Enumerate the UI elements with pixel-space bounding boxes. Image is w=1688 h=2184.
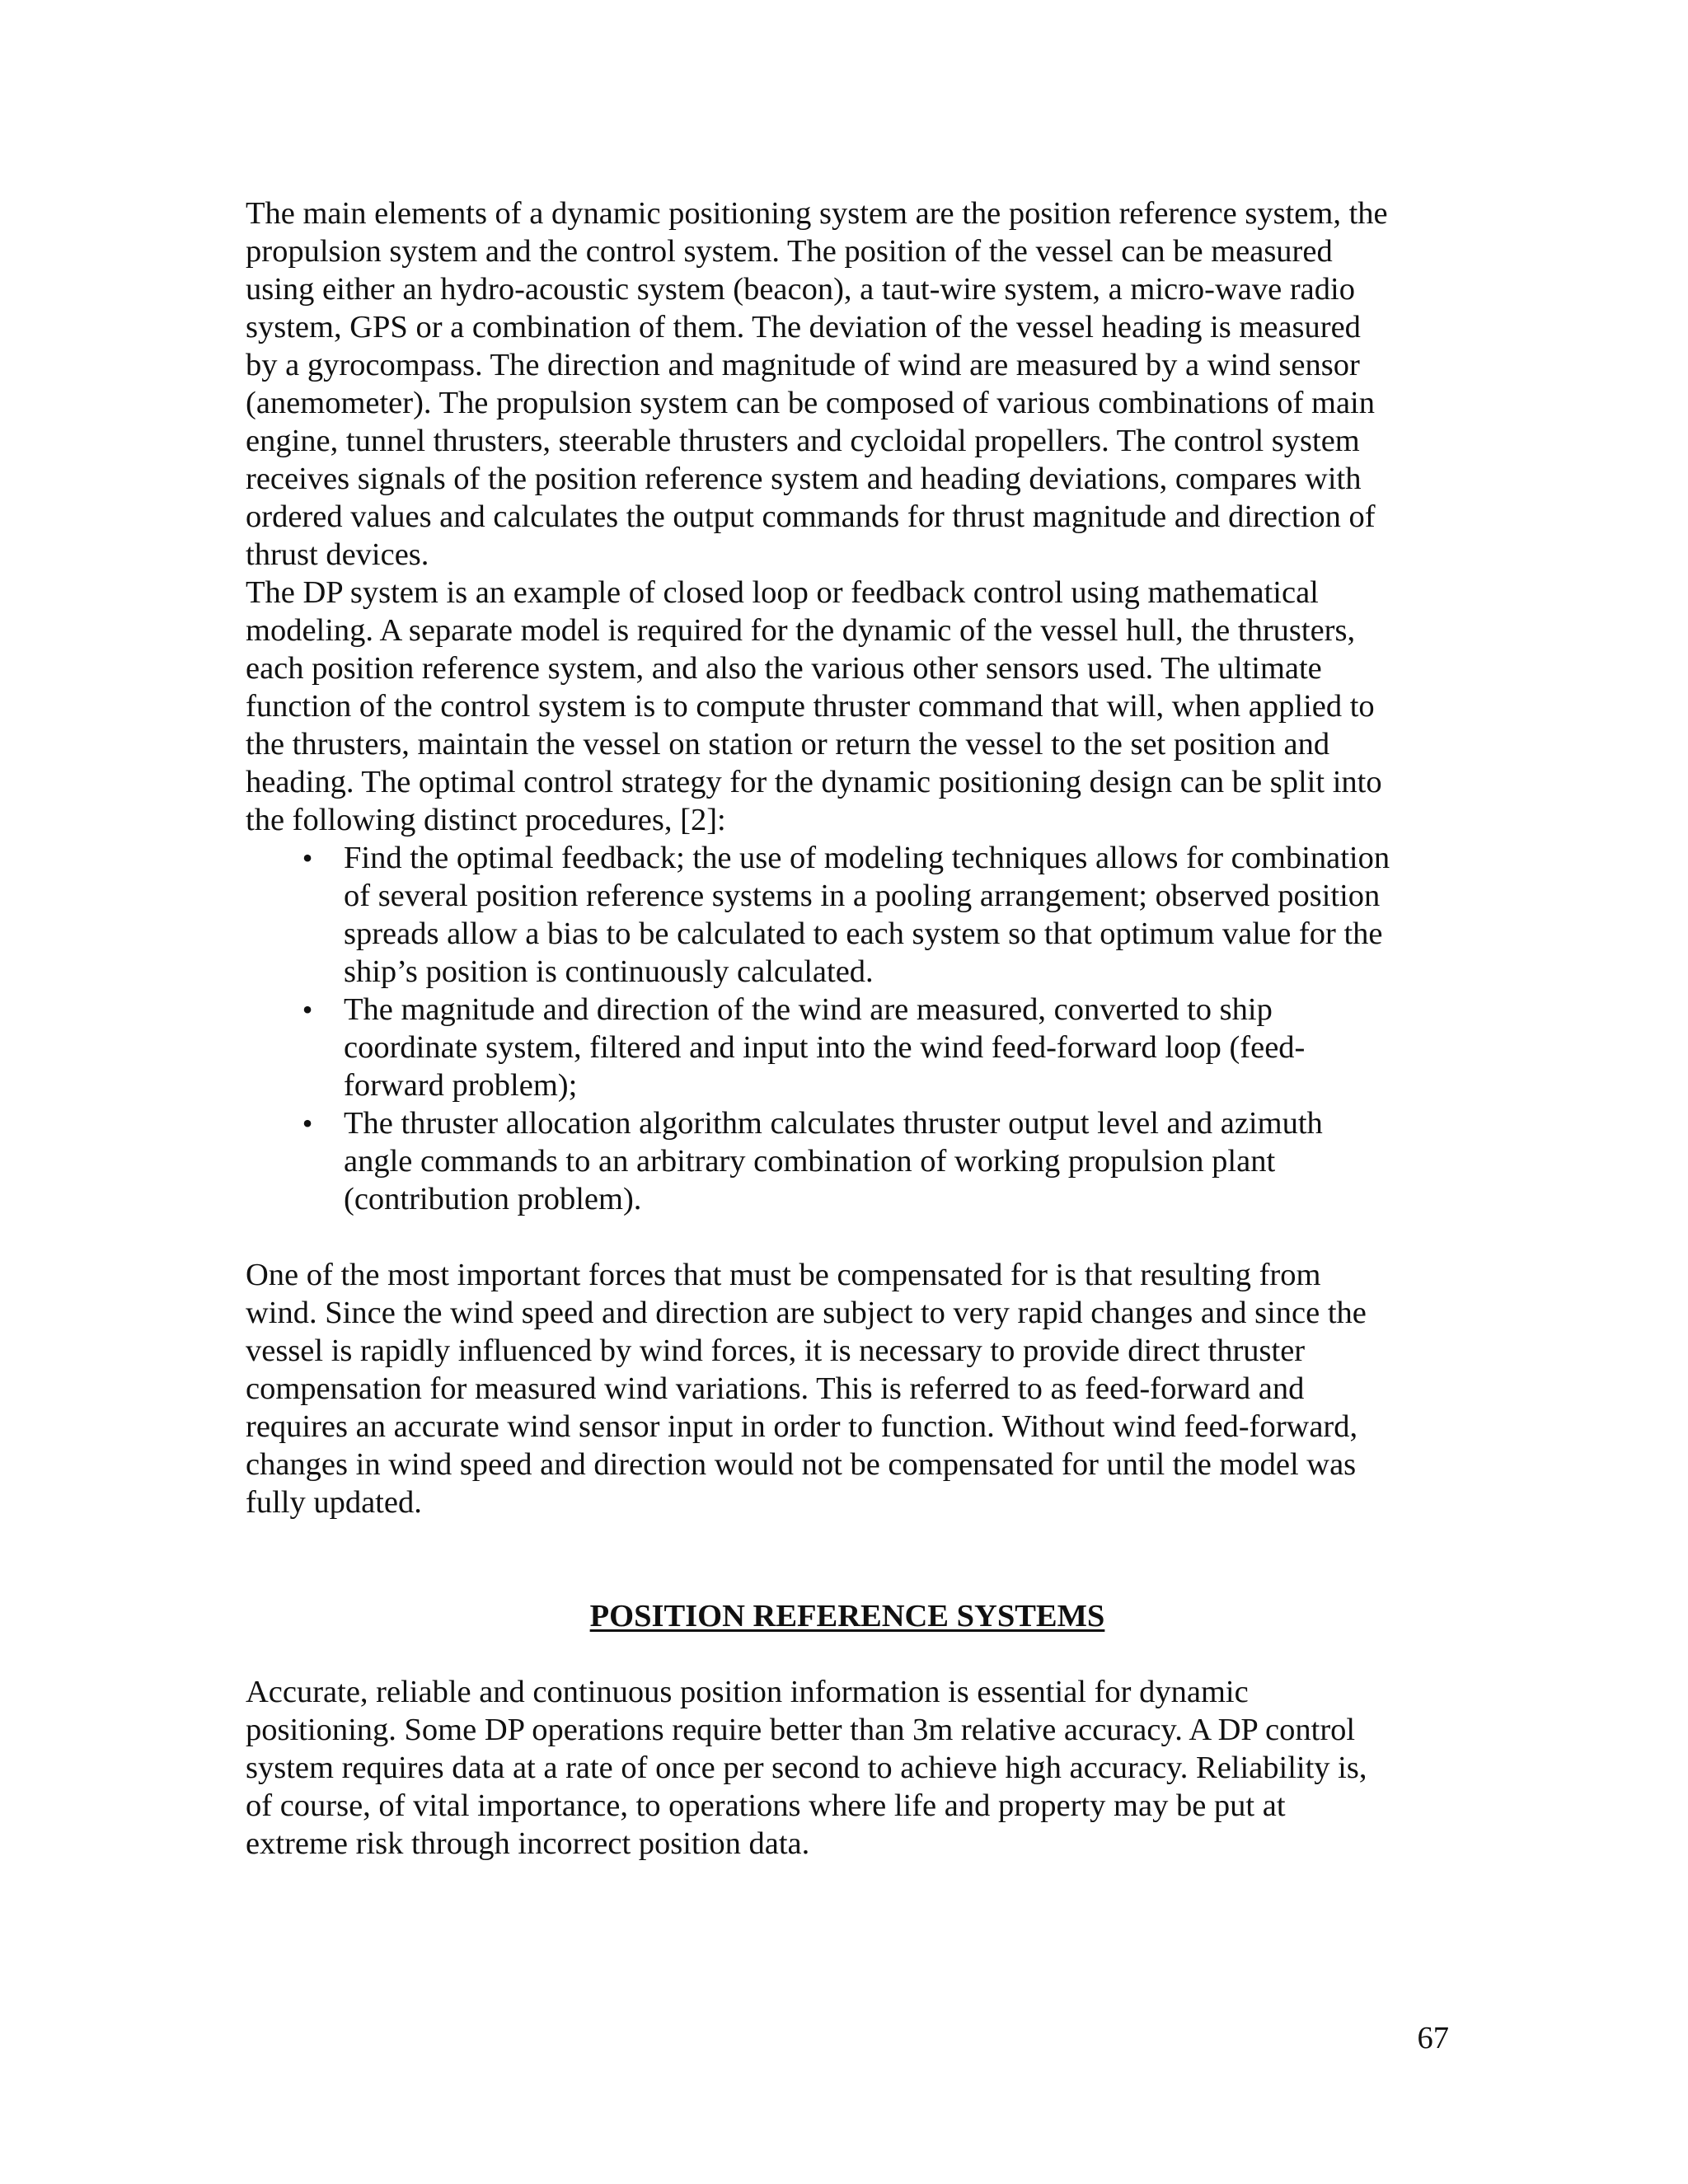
spacer — [246, 1635, 1449, 1673]
text-line: vessel is rapidly influenced by wind forces, it is necessary to provide direct thruster — [246, 1333, 1306, 1368]
paragraph-dp-control-loop — [246, 574, 1449, 839]
text-line: by a gyrocompass. The direction and magnitude of wind are measured by a wind sensor — [246, 348, 1360, 382]
text-line: One of the most important forces that must be compensated for is that resulting from — [246, 1258, 1321, 1292]
text-line: The DP system is an example of closed loop or feedback control using mathematical — [246, 575, 1319, 610]
text-line: wind. Since the wind speed and direction are subject to very rapid changes and since the — [246, 1296, 1367, 1330]
list-item — [246, 1104, 1449, 1218]
text-line: function of the control system is to compute thruster command that will, when applied to — [246, 689, 1375, 724]
section-heading: POSITION REFERENCE SYSTEMS — [589, 1599, 1105, 1633]
bullet-icon: • — [302, 993, 313, 1026]
list-item — [246, 839, 1449, 991]
text-line: (anemometer). The propulsion system can be composed of various combinations of main — [246, 386, 1375, 420]
text-line: receives signals of the position reference system and heading deviations, compares with — [246, 462, 1362, 496]
text-line: The magnitude and direction of the wind are measured, converted to ship — [344, 992, 1273, 1027]
text-line: requires an accurate wind sensor input in order to function. Without wind feed-forward, — [246, 1409, 1358, 1444]
spacer — [246, 1521, 1449, 1597]
paragraph-dp-elements — [246, 194, 1449, 574]
text-line: thrust devices. — [246, 537, 429, 572]
spacer — [246, 1218, 1449, 1256]
text-line: positioning. Some DP operations require better than 3m relative accuracy. A DP control — [246, 1713, 1356, 1747]
paragraph-wind-compensation — [246, 1256, 1449, 1521]
text-line: the following distinct procedures, [2]: — [246, 803, 726, 837]
text-line: system requires data at a rate of once per second to achieve high accuracy. Reliability is, — [246, 1750, 1367, 1785]
text-line: using either an hydro-acoustic system (beacon), a taut-wire system, a micro-wave radio — [246, 272, 1355, 307]
text-line: heading. The optimal control strategy for the dynamic positioning design can be split into — [246, 765, 1382, 799]
text-line: ship’s position is continuously calculated. — [344, 954, 874, 989]
bullet-icon: • — [302, 841, 313, 874]
text-line: angle commands to an arbitrary combination of working propulsion plant — [344, 1144, 1276, 1179]
text-line: The main elements of a dynamic positioning system are the position reference system, the — [246, 196, 1388, 231]
text-line: ordered values and calculates the output commands for thrust magnitude and direction of — [246, 499, 1376, 534]
procedures-bullet-list — [246, 839, 1449, 1218]
bullet-icon: • — [302, 1107, 313, 1140]
text-line: propulsion system and the control system. The position of the vessel can be measured — [246, 234, 1333, 269]
text-line: of several position reference systems in a pooling arrangement; observed position — [344, 879, 1381, 913]
text-line: of course, of vital importance, to operations where life and property may be put at — [246, 1788, 1286, 1823]
text-line: engine, tunnel thrusters, steerable thrusters and cycloidal propellers. The control system — [246, 424, 1360, 458]
list-item — [246, 991, 1449, 1104]
text-line: fully updated. — [246, 1485, 422, 1520]
text-line: the thrusters, maintain the vessel on station or return the vessel to the set position and — [246, 727, 1330, 762]
text-line: coordinate system, filtered and input into the wind feed-forward loop (feed- — [344, 1030, 1306, 1065]
text-line: Accurate, reliable and continuous position information is essential for dynamic — [246, 1675, 1249, 1709]
text-line: (contribution problem). — [344, 1182, 642, 1216]
text-line: forward problem); — [344, 1068, 578, 1103]
page-body — [246, 194, 1449, 1863]
text-line: each position reference system, and also the various other sensors used. The ultimate — [246, 651, 1322, 686]
text-line: system, GPS or a combination of them. The deviation of the vessel heading is measured — [246, 310, 1361, 344]
text-line: extreme risk through incorrect position data. — [246, 1826, 810, 1861]
text-line: Find the optimal feedback; the use of modeling techniques allows for combination — [344, 841, 1390, 875]
text-line: compensation for measured wind variations. This is referred to as feed-forward and — [246, 1371, 1305, 1406]
paragraph-position-info — [246, 1673, 1449, 1863]
page-number: 67 — [1417, 2021, 1449, 2055]
text-line: spreads allow a bias to be calculated to each system so that optimum value for the — [344, 916, 1383, 951]
text-line: changes in wind speed and direction would not be compensated for until the model was — [246, 1447, 1357, 1482]
text-line: modeling. A separate model is required for the dynamic of the vessel hull, the thrusters, — [246, 613, 1356, 648]
text-line: The thruster allocation algorithm calculates thruster output level and azimuth — [344, 1106, 1323, 1141]
